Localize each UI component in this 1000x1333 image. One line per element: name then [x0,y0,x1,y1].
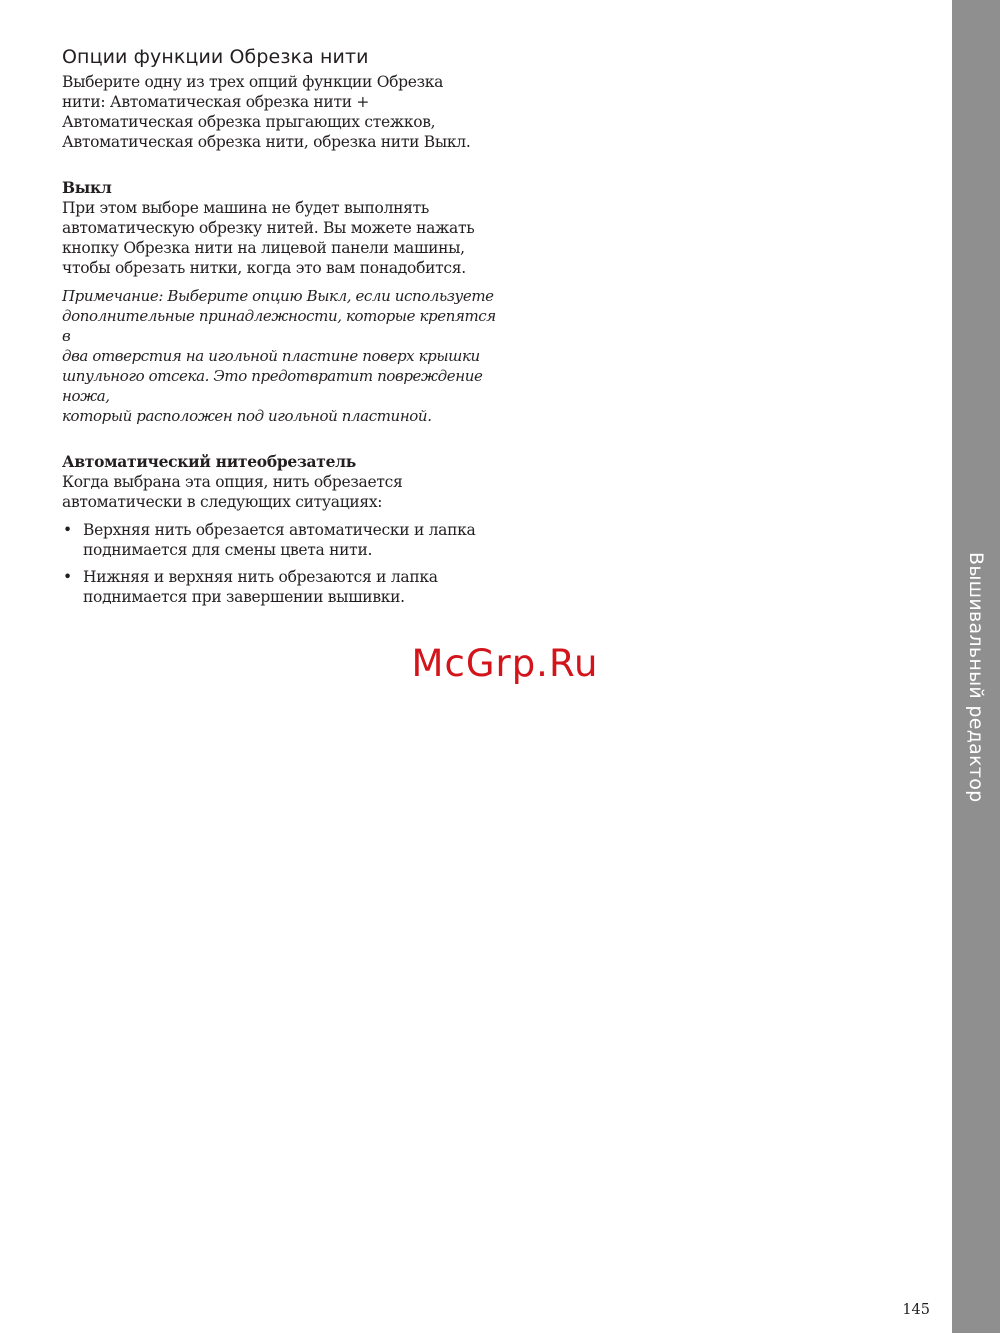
note-line: шпульного отсека. Это предотвратит повреждение ножа, [62,367,483,405]
list-item-line: поднимается для смены цвета нити. [83,541,373,559]
list-item [62,567,502,607]
off-option-paragraph [62,198,502,278]
list-item [62,520,502,560]
note-paragraph [62,286,502,426]
bullet-icon: • [63,568,72,586]
note-line: Примечание: Выберите опцию Выкл, если используете [62,287,494,305]
auto-cutter-heading: Автоматический нитеобрезатель [62,452,357,471]
auto-cutter-bullet-list [62,520,502,607]
note-line: два отверстия на игольной пластине поверх крышки [62,347,480,365]
list-item-line: Нижняя и верхняя нить обрезаются и лапка [83,568,438,586]
intro-line: нити: Автоматическая обрезка нити + [62,93,370,111]
off-option-line: чтобы обрезать нитки, когда это вам понадобится. [62,259,466,277]
auto-cutter-paragraph [62,472,502,512]
bullet-icon: • [63,521,72,539]
chapter-tab-label: Вышивальный редактор [965,552,987,803]
intro-line: Автоматическая обрезка нити, обрезка нити Выкл. [62,133,471,151]
auto-cutter-line: автоматически в следующих ситуациях: [62,493,383,511]
watermark-text: McGrp.Ru [411,642,599,685]
page-number: 145 [902,1302,930,1318]
main-content [62,44,502,614]
list-item-line: Верхняя нить обрезается автоматически и лапка [83,521,476,539]
off-option-line: При этом выборе машина не будет выполнять [62,199,430,217]
off-option-line: автоматическую обрезку нитей. Вы можете нажать [62,219,475,237]
note-line: дополнительные принадлежности, которые крепятся в [62,307,496,345]
intro-line: Автоматическая обрезка прыгающих стежков, [62,113,436,131]
note-line: который расположен под игольной пластиной. [62,407,432,425]
list-item-line: поднимается при завершении вышивки. [83,588,405,606]
auto-cutter-line: Когда выбрана эта опция, нить обрезается [62,473,403,491]
intro-paragraph [62,72,502,152]
off-option-heading: Выкл [62,178,112,197]
off-option-line: кнопку Обрезка нити на лицевой панели машины, [62,239,465,257]
section-title: Опции функции Обрезка нити [62,46,369,68]
intro-line: Выберите одну из трех опций функции Обрезка [62,73,444,91]
